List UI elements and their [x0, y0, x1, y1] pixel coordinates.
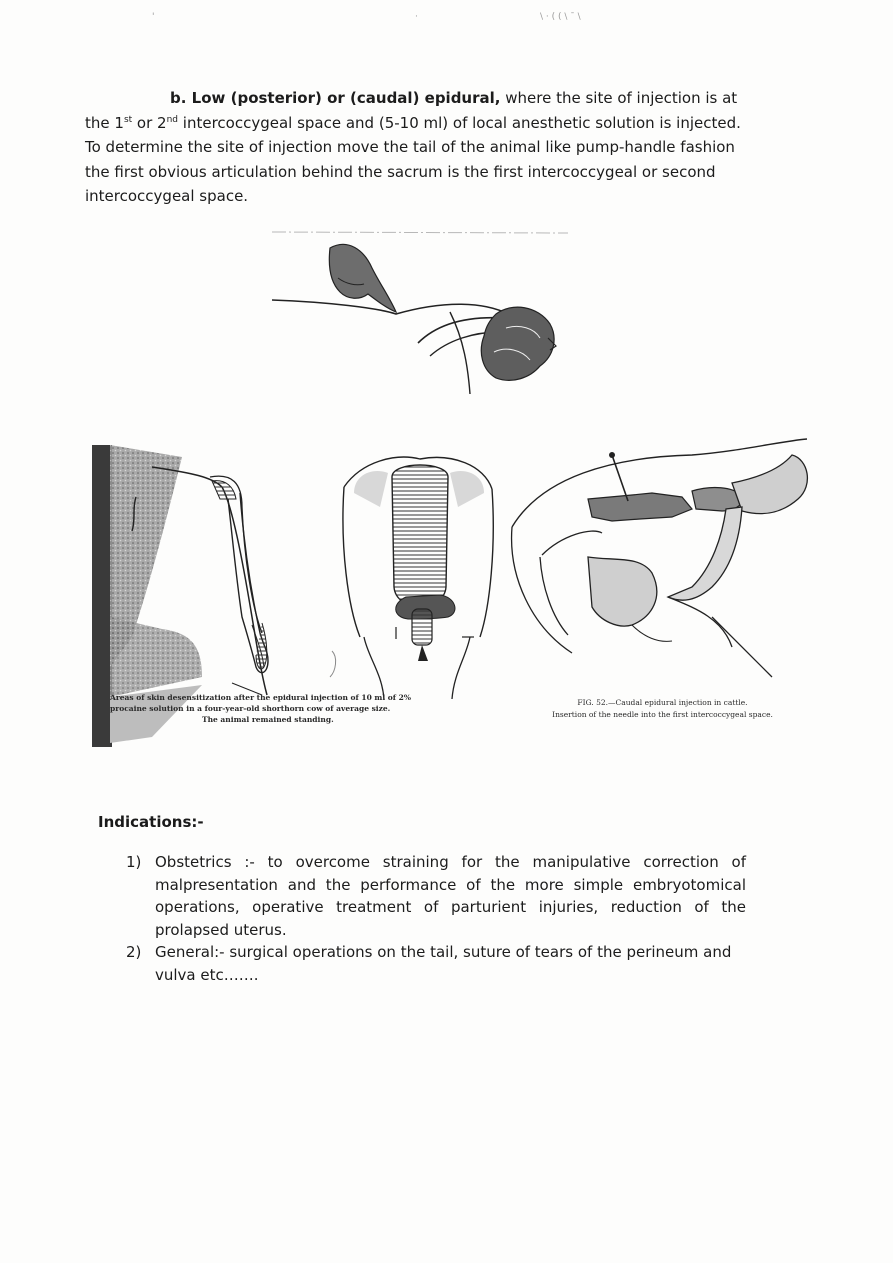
rear-view-figure — [330, 457, 493, 699]
paragraph-text-2: intercoccygeal space and (5-10 ml) of local anesthetic solution is injected. To determine the site of injection move the tail of the animal like pump-handle fashion the first obvious articulation behind the sacrum is the first intercoccygeal or second intercoccygeal space. — [85, 113, 741, 205]
ordinal-1: 1 — [114, 113, 124, 132]
right-caption-line-1: FIG. 52.—Caudal epidural injection in cattle. — [577, 698, 748, 707]
indications-list — [126, 851, 746, 986]
scan-artifacts: ' · \ · ( ( \ ¯ \ — [152, 12, 581, 22]
caudal-injection-figure — [512, 439, 808, 677]
list-item — [126, 941, 746, 986]
tail-handling-illustration — [268, 228, 578, 400]
ordinal-2-suffix: nd — [166, 114, 179, 125]
list-item-number: 2) — [126, 943, 142, 961]
left-caption-line-3: The animal remained standing. — [202, 715, 334, 724]
left-caption-line-1: Areas of skin desensitization after the epidural injection of 10 ml of 2% — [110, 693, 411, 702]
caudal-epidural-paragraph — [85, 86, 750, 209]
list-item — [126, 851, 746, 941]
paragraph-text-1: where the site of injection is at the — [85, 89, 738, 132]
left-figure-caption — [110, 692, 490, 725]
list-item-number: 1) — [126, 853, 142, 871]
paragraph-bold-lead: b. Low (posterior) or (caudal) epidural, — [170, 89, 501, 107]
indications-heading: Indications:- — [98, 813, 204, 831]
ordinal-1-suffix: st — [123, 114, 133, 125]
left-caption-line-2: procaine solution in a four-year-old shorthorn cow of average size. — [110, 704, 391, 713]
right-figure-caption — [520, 697, 805, 721]
right-caption-line-2: Insertion of the needle into the first intercoccygeal space. — [552, 710, 773, 719]
list-item-text: Obstetrics :- to overcome straining for the manipulative correction of malpresentation and the performance of the more simple embryotomical operations, operative treatment of parturient injuries, reduction of the prolapsed uterus. — [155, 853, 746, 939]
list-item-text: General:- surgical operations on the tail, suture of tears of the perineum and vulva etc……. — [155, 943, 732, 984]
ordinal-2: 2 — [157, 113, 167, 132]
paragraph-or: or — [132, 113, 158, 132]
